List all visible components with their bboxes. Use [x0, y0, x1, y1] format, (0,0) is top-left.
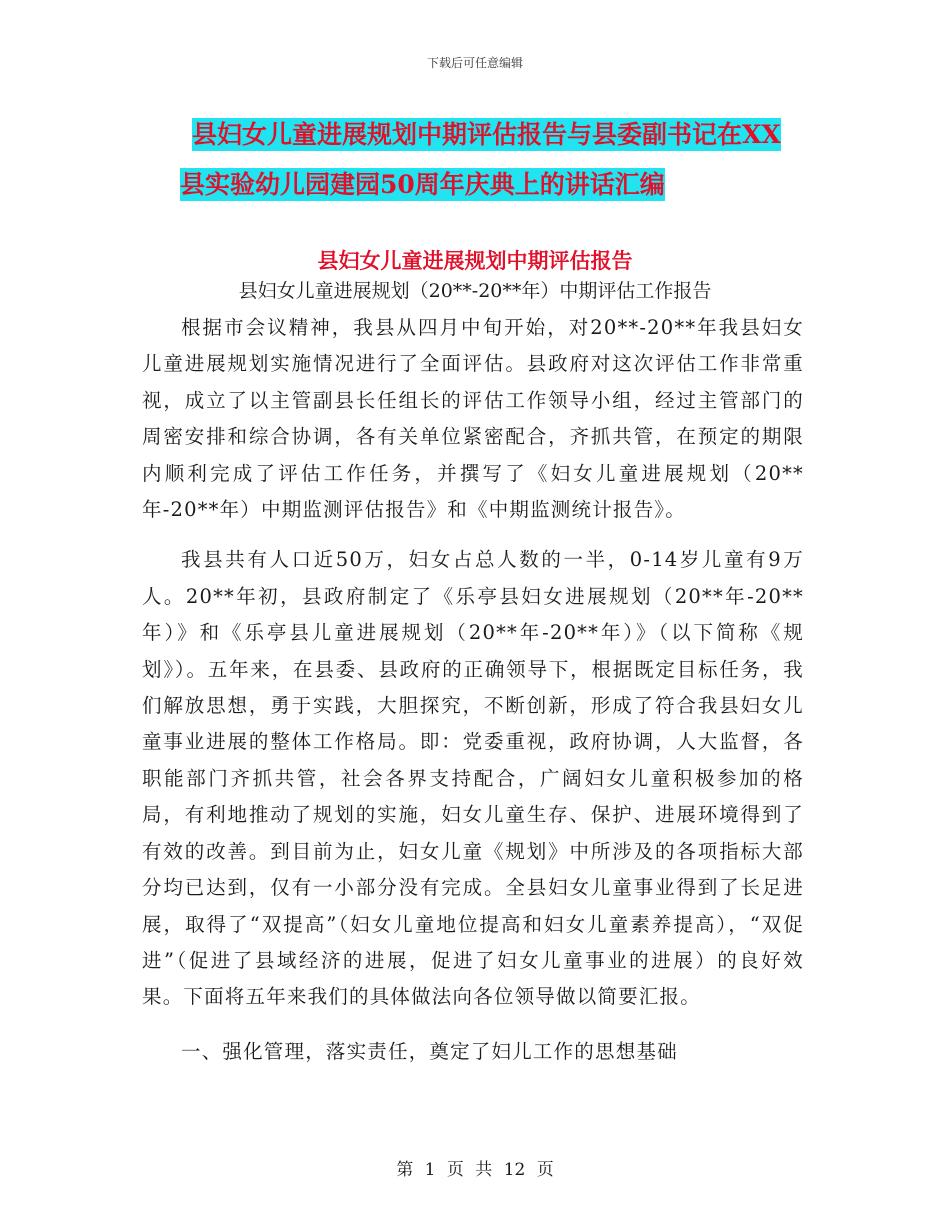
- page-footer: 第 1 页 共 12 页: [396, 1160, 554, 1180]
- header-note: 下载后可任意编辑: [426, 56, 523, 70]
- title-line-1: [180, 110, 820, 160]
- paragraph-2: 我县共有人口近50万，妇女占总人数的一半，0-14岁儿童有9万人。20**年初，县政府制定了《乐亭县妇女进展规划（20**年-20**年）》和《乐亭县儿童进展规划（20**年-20**年）》（以下简称《规划》）。五年来，在县委、县政府的正确领导下，根据既定目标任务，我们解放思想，勇于实践，大胆探究，不断创新，形成了符合我县妇女儿童事业进展的整体工作格局。即：党委重视，政府协调，人大监督，各职能部门齐抓共管，社会各界支持配合，广阔妇女儿童积极参加的格局，有利地推动了规划的实施，妇女儿童生存、保护、进展环境得到了有效的改善。到目前为止，妇女儿童《规划》中所涉及的各项指标大部分均已达到，仅有一小部分没有完成。全县妇女儿童事业得到了长足进展，取得了“双提高”（妇女儿童地位提高和妇女儿童素养提高），“双促进”（促进了县域经济的进展，促进了妇女儿童事业的进展）的良好效果。下面将五年来我们的具体做法向各位领导做以简要汇报。: [142, 548, 804, 1009]
- section-heading: 县妇女儿童进展规划中期评估报告: [317, 248, 633, 273]
- body-text: [142, 310, 804, 1070]
- title-line-2: [180, 160, 820, 210]
- paragraph-3-heading: 一、强化管理，落实责任，奠定了妇儿工作的思想基础: [181, 1039, 678, 1063]
- title-line-1-text: 县妇女儿童进展规划中期评估报告与县委副书记在XX: [192, 120, 781, 149]
- title-line-2-text: 县实验幼儿园建园50周年庆典上的讲话汇编: [180, 170, 665, 199]
- paragraph-1: 根据市会议精神，我县从四月中旬开始，对20**-20**年我县妇女儿童进展规划实施情况进行了全面评估。县政府对这次评估工作非常重视，成立了以主管副县长任组长的评估工作领导小组，经过主管部门的周密安排和综合协调，各有关单位紧密配合，齐抓共管，在预定的期限内顺利完成了评估工作任务，并撰写了《妇女儿童进展规划（20**年-20**年）中期监测评估报告》和《中期监测统计报告》。: [142, 316, 804, 522]
- report-subtitle: 县妇女儿童进展规划（20**-20**年）中期评估工作报告: [238, 280, 712, 302]
- document-title: [180, 110, 820, 210]
